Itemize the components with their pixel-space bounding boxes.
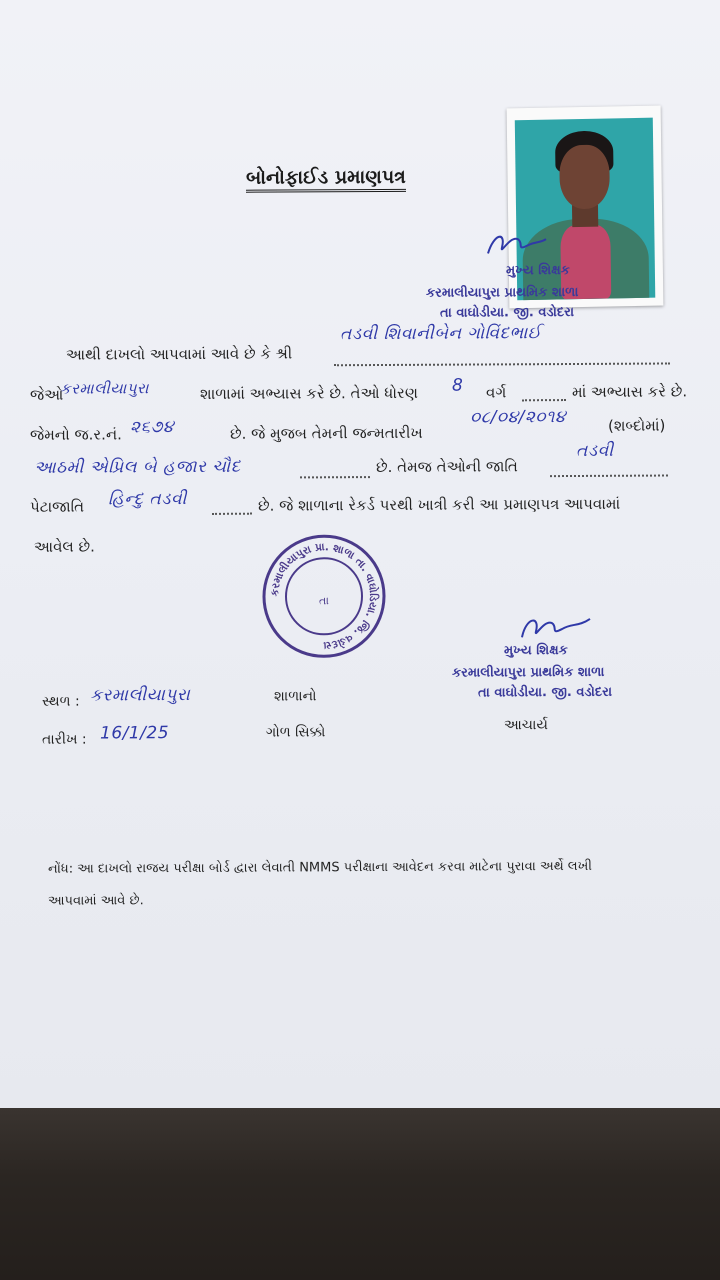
school-round-seal bbox=[260, 532, 388, 661]
line3-mid: છે. જે મુજબ તેમની જન્મતારીખ bbox=[230, 423, 423, 443]
note-line2: આપવામાં આવે છે. bbox=[48, 893, 144, 909]
standard-value: 8 bbox=[452, 375, 464, 396]
note-line1: નોંધ: આ દાખલો રાજય પરીક્ષા બોર્ડ દ્વારા લેવાતી NMMS પરીક્ષાના આવેદન કરવા માટેના પુરાવા અર્થે લખી bbox=[48, 858, 593, 877]
photo-stamp-line1: મુખ્ય શિક્ષક bbox=[506, 263, 570, 279]
signature-stamp-line3: તા વાઘોડીયા. જી. વડોદરા bbox=[478, 684, 613, 701]
seal-label-2: ગોળ સિક્કો bbox=[266, 724, 326, 741]
line6: આવેલ છે. bbox=[34, 537, 95, 556]
table-surface bbox=[0, 1108, 720, 1280]
photo-stamp-line2: કરમાલીયાપુરા પ્રાથમિક શાળા bbox=[426, 284, 579, 301]
place-label: સ્થળ : bbox=[42, 693, 80, 710]
principal-label: આચાર્ય bbox=[504, 717, 548, 734]
school-name-handwritten: કરમાલીયાપુરા bbox=[60, 379, 149, 398]
date-label: તારીખ : bbox=[42, 731, 87, 748]
photo-stamp-line3: તા વાઘોડીયા. જી. વડોદરા bbox=[440, 304, 575, 321]
line4-mid: છે. તેમજ તેઓની જાતિ bbox=[376, 457, 518, 477]
dob-in-words: આઠમી એપ્રિલ બે હજાર ચૌદ bbox=[34, 456, 241, 478]
line3-suffix: (શબ્દોમાં) bbox=[608, 416, 666, 435]
line5-suffix: છે. જે શાળાના રેકર્ડ પરથી ખાત્રી કરી આ પ્રમાણપત્ર આપવામાં bbox=[258, 494, 621, 515]
signature-stamp-line1: મુખ્ય શિક્ષક bbox=[504, 643, 568, 659]
line2-prefix: જેઓ bbox=[30, 385, 64, 404]
subcaste-value: હિન્દુ તડવી bbox=[108, 489, 187, 510]
signature-stamp-line2: કરમાલીયાપુરા પ્રાથમિક શાળા bbox=[452, 664, 605, 681]
principal-signature bbox=[516, 607, 596, 647]
caste-value: તડવી bbox=[576, 440, 614, 461]
date-value: 16/1/25 bbox=[100, 723, 170, 744]
line2-suffix: માં અભ્યાસ કરે છે. bbox=[572, 382, 688, 402]
line1-field bbox=[334, 344, 670, 366]
seal-center-text: તા bbox=[319, 594, 329, 608]
photo-signature bbox=[480, 225, 550, 265]
line2-varg: વર્ગ bbox=[486, 383, 507, 402]
place-value: કરમાલીયાપુરા bbox=[90, 685, 191, 706]
date-of-birth: ૦૮/૦૪/૨૦૧૪ bbox=[470, 407, 566, 428]
line3-prefix: જેમનો જ.ર.નં. bbox=[30, 425, 122, 444]
seal-label-1: શાળાનો bbox=[274, 688, 317, 705]
seal-ring-text: કરમાલીયાપુરા પ્રા. શાળા તા. વાઘોડિયા. જિ. વડોદરા bbox=[268, 541, 380, 652]
line1-prefix: આથી દાખલો આપવામાં આવે છે કે શ્રી bbox=[66, 344, 293, 364]
line5-prefix: પેટાજાતિ bbox=[30, 497, 85, 516]
register-number: ૨૬૭૪ bbox=[130, 417, 174, 438]
student-name: તડવી શિવાનીબેન ગોવિંદભાઈ bbox=[340, 323, 542, 345]
line2-mid: શાળામાં અભ્યાસ કરે છે. તેઓ ધોરણ bbox=[200, 383, 418, 403]
page-title: બોનોફાઈડ પ્રમાણપત્ર bbox=[246, 166, 406, 193]
